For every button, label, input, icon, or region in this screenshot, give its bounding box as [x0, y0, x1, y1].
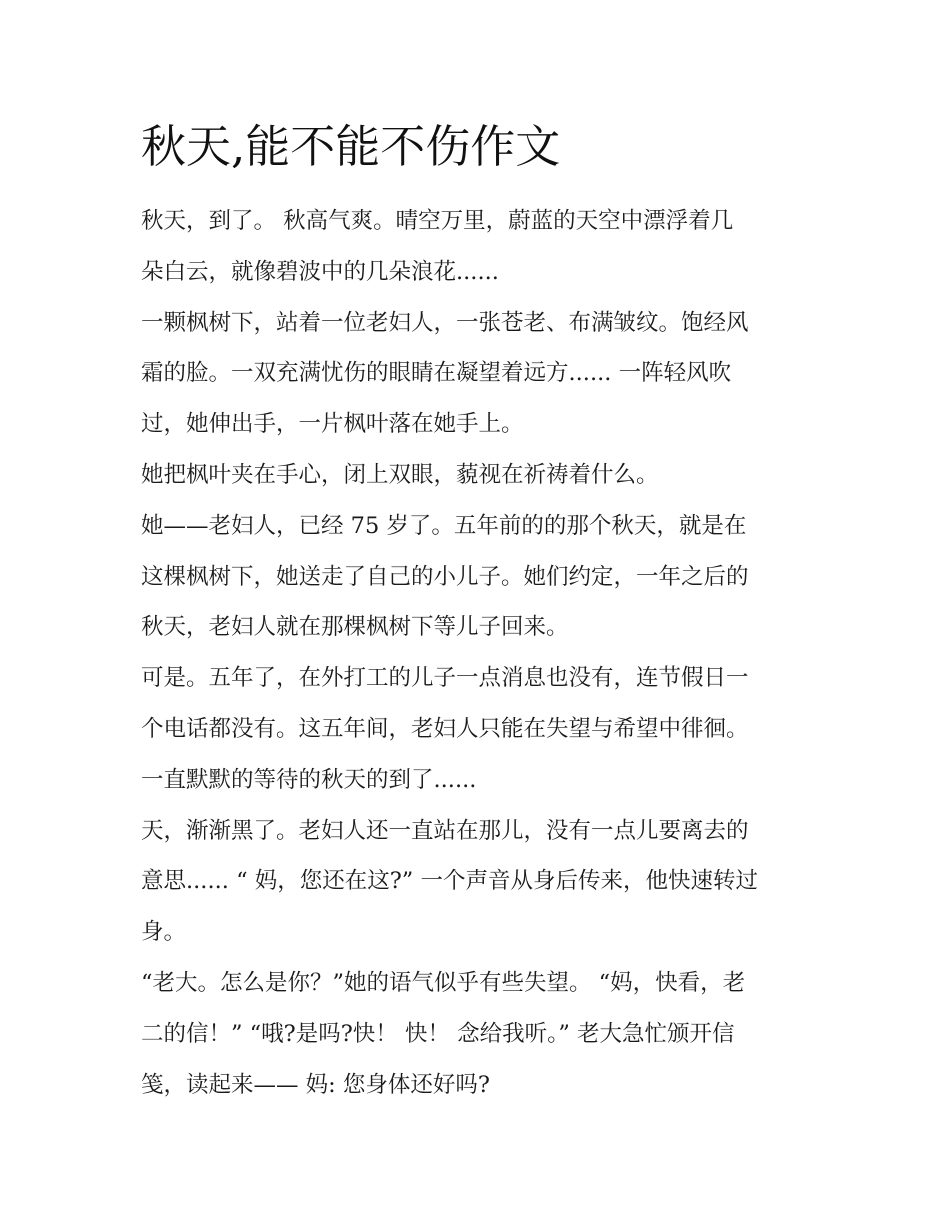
body-line: 二的信！” “哦?是吗?快！ 快！ 念给我听。” 老大急忙颁开信 — [141, 1020, 735, 1047]
body-line: 天，渐渐黑了。老妇人还一直站在那儿，没有一点儿要离去的 — [141, 817, 749, 844]
body-line: 一颗枫树下，站着一位老妇人，一张苍老、布满皱纹。饱经风 — [141, 309, 749, 336]
document-title: 秋天,能不能不伤作文 — [141, 120, 561, 173]
document-body — [141, 196, 821, 1110]
body-line: 身。 — [141, 919, 187, 946]
body-line: 过，她伸出手，一片枫叶落在她手上。 — [141, 411, 524, 438]
body-line: 一直默默的等待的秋天的到了...... — [141, 766, 477, 793]
body-line: “老大。怎么是你？”她的语气似乎有些失望。 “妈，快看，老 — [141, 969, 746, 996]
body-line: 朵白云，就像碧波中的几朵浪花...... — [141, 258, 499, 285]
body-line: 霜的脸。一双充满忧伤的眼睛在凝望着远方...... 一阵轻风吹 — [141, 360, 732, 387]
body-line: 秋天，到了。 秋高气爽。晴空万里，蔚蓝的天空中漂浮着几 — [141, 208, 734, 234]
body-line: 意思...... “ 妈，您还在这?” 一个声音从身后传来，他快速转过 — [141, 868, 758, 895]
body-line: 个电话都没有。这五年间，老妇人只能在失望与希望中徘徊。 — [141, 715, 749, 742]
body-line: 她把枫叶夹在手心，闭上双眼，藐视在祈祷着什么。 — [141, 461, 659, 488]
body-line: 笺，读起来—— 妈: 您身体还好吗? — [141, 1071, 490, 1098]
body-line: 秋天，老妇人就在那棵枫树下等儿子回来。 — [141, 614, 569, 641]
body-line: 可是。五年了，在外打工的儿子一点消息也没有，连节假日一 — [141, 665, 749, 692]
body-line: 这棵枫树下，她送走了自己的小儿子。她们约定，一年之后的 — [141, 563, 749, 590]
body-line: 她——老妇人，已经 75 岁了。五年前的的那个秋天，就是在 — [141, 512, 747, 539]
